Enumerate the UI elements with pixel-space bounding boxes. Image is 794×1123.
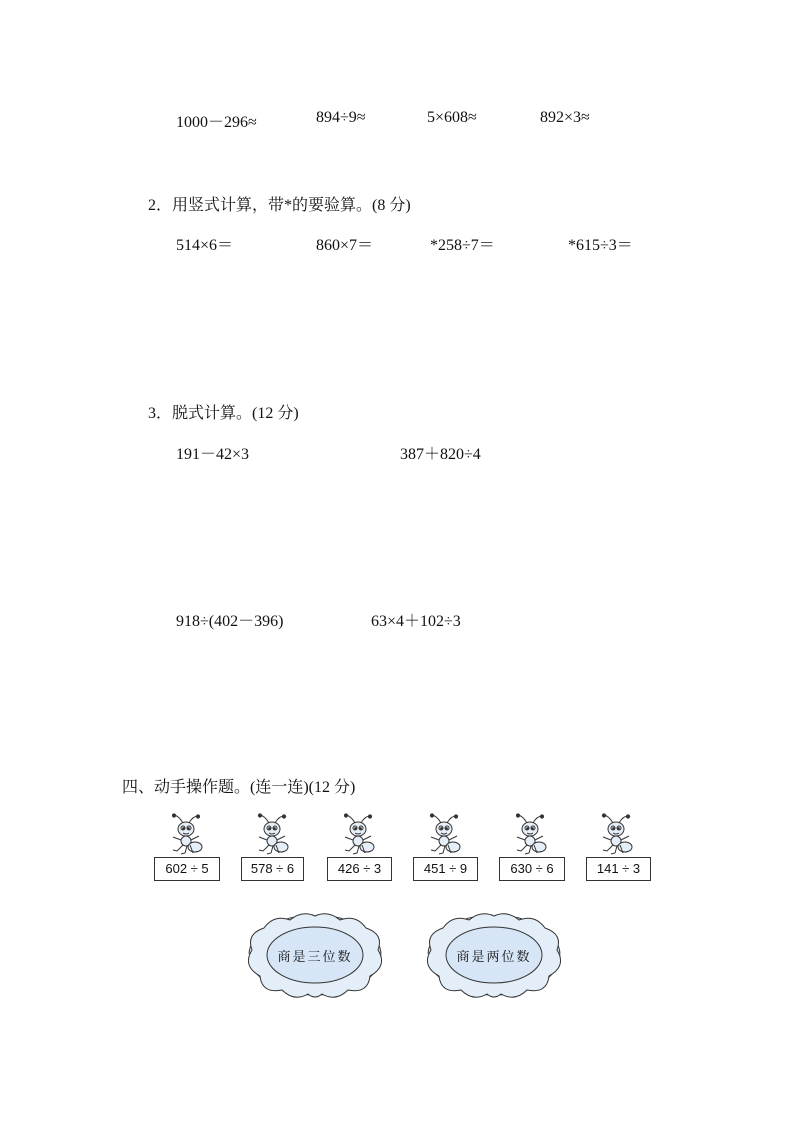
estimate-item-4: 892×3≈ (540, 109, 590, 126)
ant-icon (593, 813, 639, 859)
division-card-1[interactable]: 602 ÷ 5 (154, 857, 220, 881)
division-card-3[interactable]: 426 ÷ 3 (327, 857, 392, 881)
division-card-5[interactable]: 630 ÷ 6 (499, 857, 565, 881)
ant-icon (507, 813, 553, 859)
step-calc-item-3: 918÷(402－396) (176, 613, 284, 630)
ant-icon (421, 813, 467, 859)
division-card-2[interactable]: 578 ÷ 6 (241, 857, 304, 881)
flower-label-two-digit: 商是两位数 (456, 950, 532, 965)
vertical-calc-item-2: 860×7＝ (316, 237, 374, 254)
division-card-4[interactable]: 451 ÷ 9 (413, 857, 478, 881)
vertical-calc-item-4: *615÷3＝ (568, 237, 633, 254)
division-card-6[interactable]: 141 ÷ 3 (586, 857, 651, 881)
section-3-heading: 3．脱式计算。(12 分) (148, 405, 299, 422)
estimate-item-1: 1000－296≈ (176, 114, 257, 131)
section-4-heading: 四、动手操作题。(连一连)(12 分) (122, 779, 356, 796)
section-2-heading: 2．用竖式计算，带*的要验算。(8 分) (148, 197, 411, 214)
ant-icon (249, 813, 295, 859)
vertical-calc-item-1: 514×6＝ (176, 237, 234, 254)
estimate-item-2: 894÷9≈ (316, 109, 366, 126)
step-calc-item-2: 387＋820÷4 (400, 446, 481, 463)
step-calc-item-4: 63×4＋102÷3 (371, 613, 461, 630)
ant-icon (335, 813, 381, 859)
step-calc-item-1: 191－42×3 (176, 446, 250, 463)
ant-icon (163, 813, 209, 859)
flower-label-three-digit: 商是三位数 (277, 950, 353, 965)
vertical-calc-item-3: *258÷7＝ (430, 237, 495, 254)
estimate-item-3: 5×608≈ (427, 109, 477, 126)
